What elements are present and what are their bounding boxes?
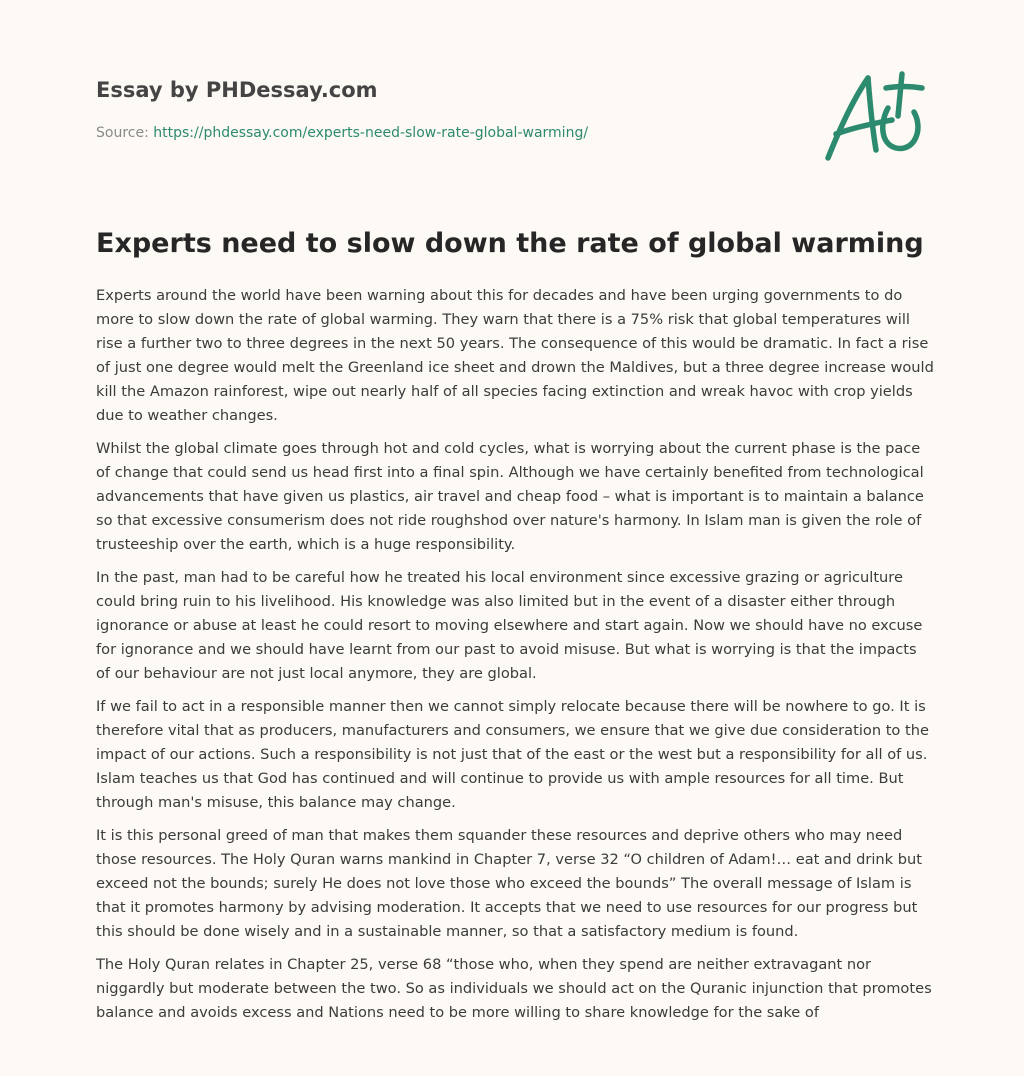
essay-paragraph: The Holy Quran relates in Chapter 25, verse 68 “those who, when they spend are neither extravagant nor niggardly but moderate between the two. So as individuals we should act on the Quranic injunction that promotes balance and avoids excess and Nations need to be more willing to share knowledge for the sake of — [96, 956, 932, 1021]
essay-header — [96, 74, 796, 143]
source-link[interactable]: https://phdessay.com/experts-need-slow-rate-global-warming/ — [153, 125, 589, 141]
a-plus-logo-icon — [818, 64, 928, 168]
essay-paragraph: It is this personal greed of man that makes them squander these resources and deprive others who may need those resources. The Holy Quran warns mankind in Chapter 7, verse 32 “O children of Adam!… eat and drink but exceed not the bounds; surely He does not love those who exceed the bounds” The overall message of Islam is that it promotes harmony by advising moderation. It accepts that we need to use resources for our progress but this should be done wisely and in a sustainable manner, so that a satisfactory medium is found. — [96, 827, 922, 940]
essay-body — [96, 284, 934, 1034]
essay-title: Experts need to slow down the rate of global warming — [96, 228, 924, 259]
brand-title: Essay by PHDessay.com — [96, 78, 378, 102]
essay-paragraph: Whilst the global climate goes through hot and cold cycles, what is worrying about the current phase is the pace of change that could send us head first into a final spin. Although we have certainly benefited from technological advancements that have given us plastics, air travel and cheap food – what is important is to maintain a balance so that excessive consumerism does not ride roughshod over nature's harmony. In Islam man is given the role of trusteeship over the earth, which is a huge responsibility. — [96, 440, 924, 553]
essay-paragraph: Experts around the world have been warning about this for decades and have been urging governments to do more to slow down the rate of global warming. They warn that there is a 75% risk that global temperatures will rise a further two to three degrees in the next 50 years. The consequence of this would be dramatic. In fact a rise of just one degree would melt the Greenland ice sheet and drown the Maldives, but a three degree increase would kill the Amazon rainforest, wipe out nearly half of all species facing extinction and wreak havoc with crop yields due to weather changes. — [96, 287, 934, 424]
source-label: Source: — [96, 125, 149, 141]
essay-paragraph: If we fail to act in a responsible manner then we cannot simply relocate because there will be nowhere to go. It is therefore vital that as producers, manufacturers and consumers, we ensure that we give due consideration to the impact of our actions. Such a responsibility is not just that of the east or the west but a responsibility for all of us. Islam teaches us that God has continued and will continue to provide us with ample resources for all time. But through man's misuse, this balance may change. — [96, 698, 929, 811]
source-line — [96, 123, 796, 143]
essay-paragraph: In the past, man had to be careful how he treated his local environment since excessive grazing or agriculture could bring ruin to his livelihood. His knowledge was also limited but in the event of a disaster either through ignorance or abuse at least he could resort to moving elsewhere and start again. Now we should have no excuse for ignorance and we should have learnt from our past to avoid misuse. But what is worrying is that the impacts of our behaviour are not just local anymore, they are global. — [96, 569, 923, 682]
